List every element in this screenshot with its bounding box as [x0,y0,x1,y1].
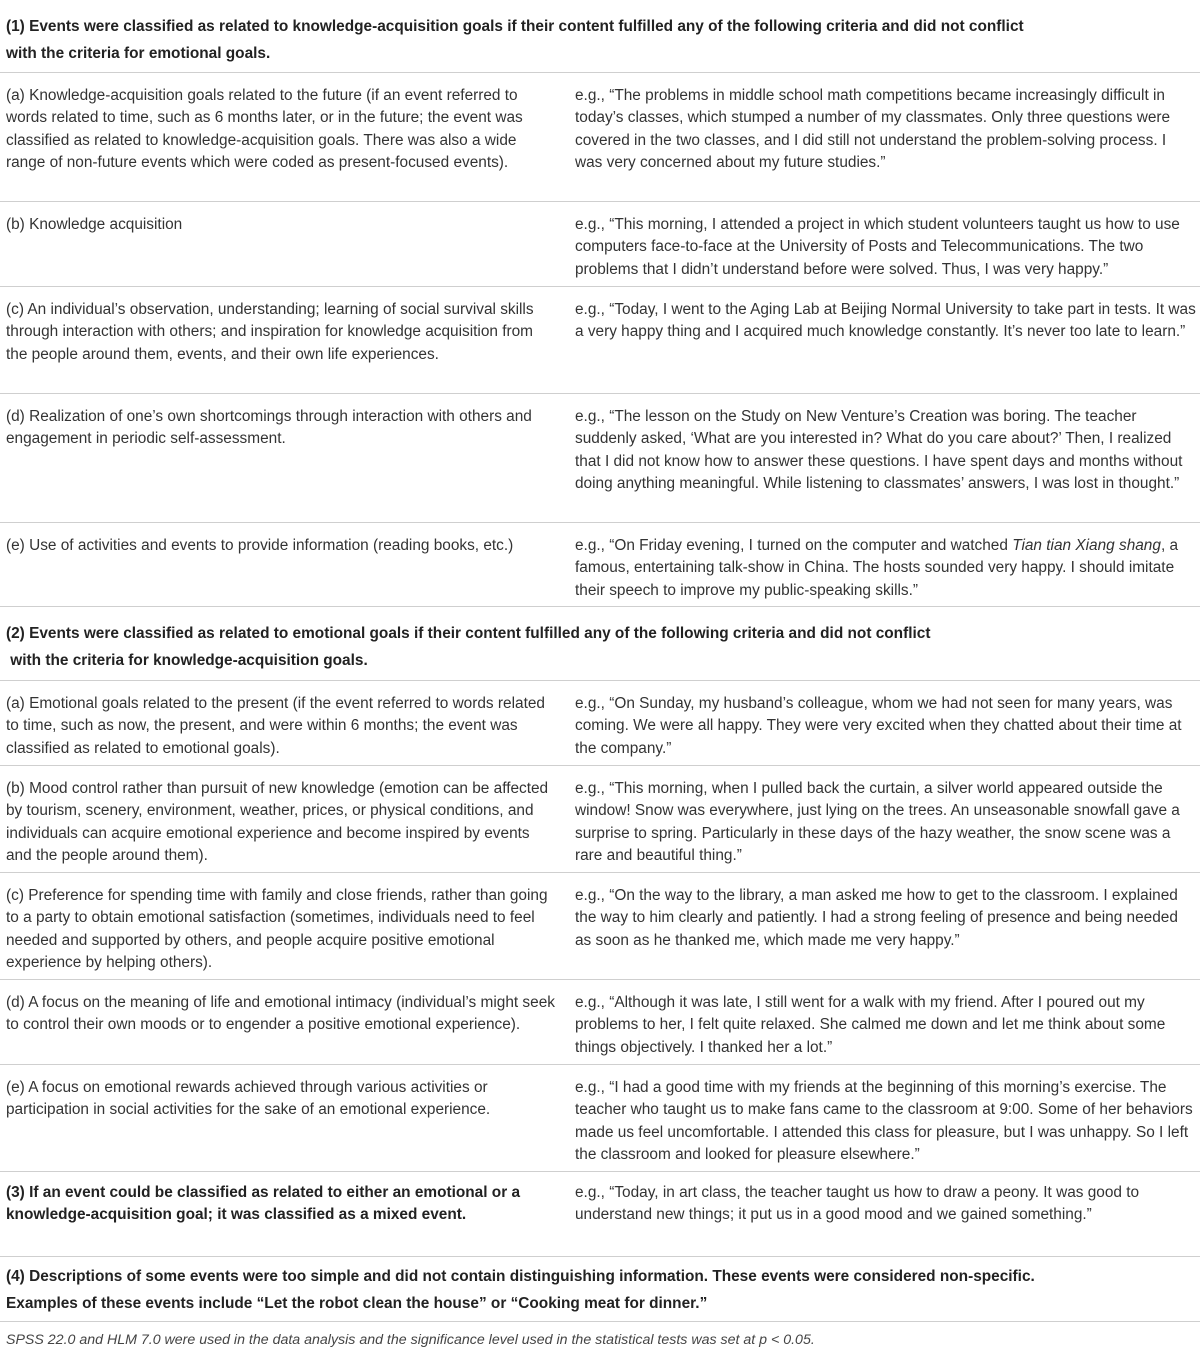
section-2-line-1: (2) Events were classified as related to emotional goals if their content fulfilled any of the following criteria and did not conflict [6,625,931,642]
example-cell: e.g., “The lesson on the Study on New Venture’s Creation was boring. The teacher suddenly asked, ‘What are you interested in? What do you care about?’ Then, I realized that I did not know how to answer these questions. I have spent days and months without doing anything meaningful. While listening to classmates’ answers, I was lost in thought.” [575,408,1183,493]
example-cell [560,523,1200,606]
criterion-cell: (b) Mood control rather than pursuit of new knowledge (emotion can be affected by tourism, scenery, environment, weather, prices, or physical conditions, and individuals can acquire emotional experience and become inspired by events and the people around them). [6,780,549,865]
table-row [0,980,1200,1065]
section-1-line-1: (1) Events were classified as related to knowledge-acquisition goals if their content fulfilled any of the following criteria and did not conflict [6,18,1024,35]
footnote-text: SPSS 22.0 and HLM 7.0 were used in the data analysis and the significance level used in the statistical tests was set at [6,1332,760,1348]
example-cell: e.g., “The problems in middle school math competitions became increasingly difficult in today’s classes, which stumped a number of my classmates. Only three questions were covered in the two classes, and I did still not understand the problem-solving process. I was very concerned about my future studies.” [575,87,1171,172]
criterion-cell: (c) Preference for spending time with family and close friends, rather than going to a party to obtain emotional satisfaction (sometimes, individuals need to feel needed and supported by others, and people acquire positive emotional experience by helping others). [6,887,548,972]
example-cell: e.g., “Today, I went to the Aging Lab at Beijing Normal University to take part in tests. It was a very happy thing and I acquired much knowledge constantly. It’s never too late to learn.” [575,301,1196,341]
table-row [0,202,1200,287]
section-2-line-2: with the criteria for knowledge-acquisition goals. [6,652,368,669]
example-cell: e.g., “I had a good time with my friends at the beginning of this morning’s exercise. The teacher who taught us to make fans came to the classroom at 9:00. Some of her behaviors made us feel uncomfortable. I attended this class for pleasure, but I was unhappy. So I left the classroom and looked for pleasure elsewhere.” [575,1079,1193,1164]
table-row [0,394,1200,523]
section-3-row [0,1172,1200,1257]
footnote-p: p [759,1332,768,1348]
table-footnote [0,1322,1200,1358]
example-cell: e.g., “This morning, when I pulled back the curtain, a silver world appeared outside the window! Snow was everywhere, just lying on the trees. An unseasonable snowfall gave a surprise to spring. Particularly in these days of the hazy weather, the snow scene was a rare and beautiful thing.” [575,780,1180,865]
table-row [0,1065,1200,1172]
table-row [0,523,1200,607]
table-row [0,73,1200,202]
example-cell: e.g., “This morning, I attended a project in which student volunteers taught us how to use computers face-to-face at the University of Posts and Telecommunications. The two problems that I didn’t understand before were solved. Thus, I was very happy.” [575,216,1180,278]
example-cell: e.g., “Although it was late, I still went for a walk with my friend. After I poured out my problems to her, I felt quite relaxed. She calmed me down and let me think about some things objectively. I thanked her a lot.” [575,994,1166,1056]
table-row [0,766,1200,873]
criterion-cell: (a) Emotional goals related to the present (if the event referred to words related to time, such as now, the present, and were within 6 months; the event was classified as related to emotional goals). [6,695,545,757]
criterion-cell: (e) A focus on emotional rewards achieved through various activities or participation in social activities for the sake of an emotional experience. [6,1079,491,1119]
section-3-example: e.g., “Today, in art class, the teacher taught us how to draw a peony. It was good to understand new things; it put us in a good mood and we gained something.” [575,1184,1140,1224]
section-4-line-1: (4) Descriptions of some events were too simple and did not contain distinguishing information. These events were considered non-specific. [6,1268,1035,1285]
criterion-cell: (e) Use of activities and events to provide information (reading books, etc.) [6,537,514,554]
table-row [0,287,1200,394]
example-text: , a famous, entertaining talk-show in China. The hosts sounded very happy. I should imitate their speech to improve my public-speaking skills.” [575,537,1179,599]
section-1-header [0,0,1200,73]
footnote-tail: < 0.05. [767,1332,815,1348]
section-2-header [0,607,1200,681]
section-4-line-2: Examples of these events include “Let the robot clean the house” or “Cooking meat for dinner.” [6,1295,708,1312]
criterion-cell: (d) Realization of one’s own shortcomings through interaction with others and engagement in periodic self-assessment. [6,408,532,448]
criterion-cell: (b) Knowledge acquisition [6,216,183,233]
example-text: e.g., “On Friday evening, I turned on the computer and watched [575,537,1013,554]
table-row [0,873,1200,980]
table-row [0,681,1200,766]
criterion-cell: (c) An individual’s observation, understanding; learning of social survival skills through interaction with others; and inspiration for knowledge acquisition from the people around them, events, and their own life experiences. [6,301,534,363]
example-cell: e.g., “On Sunday, my husband’s colleague, whom we had not seen for many years, was coming. We were all happy. They were very excited when they chatted about their time at the company.” [575,695,1182,757]
criterion-cell: (a) Knowledge-acquisition goals related to the future (if an event referred to words related to time, such as 6 months later, or in the future; the event was classified as related to knowledge-acquisition goals. There was also a wide range of non-future events which were coded as present-focused events). [6,87,523,172]
section-3-criterion: (3) If an event could be classified as related to either an emotional or a knowledge-acquisition goal; it was classified as a mixed event. [6,1184,521,1224]
example-cell: e.g., “On the way to the library, a man asked me how to get to the classroom. I explained the way to him clearly and patiently. I had a strong feeling of presence and being needed as soon as he thanked me, which made me very happy.” [575,887,1178,949]
criterion-cell: (d) A focus on the meaning of life and emotional intimacy (individual’s might seek to control their own moods or to engender a positive emotional experience). [6,994,555,1034]
show-title: Tian tian Xiang shang [1012,537,1161,554]
section-1-line-2: with the criteria for emotional goals. [6,45,271,62]
section-4-header [0,1257,1200,1322]
